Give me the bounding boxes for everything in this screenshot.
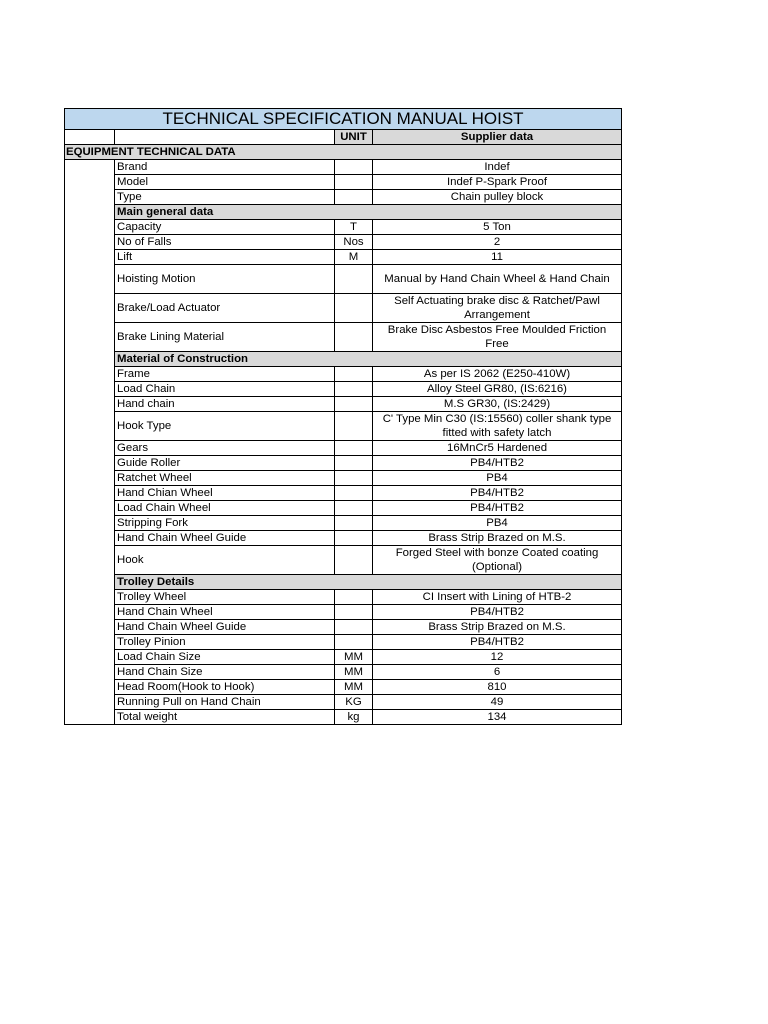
- row-label: Load Chain Size: [115, 650, 335, 665]
- indent-cell: [65, 265, 115, 294]
- row-unit: [335, 175, 373, 190]
- row-label: Hand Chain Size: [115, 665, 335, 680]
- indent-cell: [65, 695, 115, 710]
- indent-cell: [65, 575, 115, 590]
- row-unit: kg: [335, 710, 373, 725]
- row-label: Brake/Load Actuator: [115, 294, 335, 323]
- title-row: [65, 109, 622, 130]
- indent-cell: [65, 590, 115, 605]
- row-unit: [335, 441, 373, 456]
- section-row: [65, 205, 622, 220]
- indent-cell: [65, 441, 115, 456]
- row-label: Hook Type: [115, 412, 335, 441]
- row-label: Hand Chain Wheel Guide: [115, 620, 335, 635]
- indent-cell: [65, 294, 115, 323]
- indent-cell: [65, 516, 115, 531]
- row-supplier-value: C' Type Min C30 (IS:15560) coller shank type fitted with safety latch: [373, 412, 622, 441]
- row-supplier-value: 810: [373, 680, 622, 695]
- indent-cell: [65, 635, 115, 650]
- row-supplier-value: Chain pulley block: [373, 190, 622, 205]
- table-row: [65, 531, 622, 546]
- indent-cell: [65, 486, 115, 501]
- row-label: No of Falls: [115, 235, 335, 250]
- row-unit: [335, 294, 373, 323]
- row-label: Frame: [115, 367, 335, 382]
- indent-cell: [65, 235, 115, 250]
- row-label: Capacity: [115, 220, 335, 235]
- row-supplier-value: M.S GR30, (IS:2429): [373, 397, 622, 412]
- table-row: [65, 323, 622, 352]
- row-label: Model: [115, 175, 335, 190]
- row-supplier-value: Self Actuating brake disc & Ratchet/Pawl Arrangement: [373, 294, 622, 323]
- row-label: Load Chain Wheel: [115, 501, 335, 516]
- row-supplier-value: PB4/HTB2: [373, 605, 622, 620]
- indent-cell: [65, 220, 115, 235]
- indent-cell: [65, 546, 115, 575]
- row-unit: MM: [335, 680, 373, 695]
- row-supplier-value: 12: [373, 650, 622, 665]
- spec-table: [64, 108, 622, 725]
- indent-cell: [65, 501, 115, 516]
- indent-cell: [65, 175, 115, 190]
- table-row: [65, 160, 622, 175]
- main-section-title: EQUIPMENT TECHNICAL DATA: [65, 145, 622, 160]
- row-unit: [335, 382, 373, 397]
- main-section-row: [65, 145, 622, 160]
- row-unit: [335, 397, 373, 412]
- table-row: [65, 397, 622, 412]
- section-row: [65, 575, 622, 590]
- row-unit: KG: [335, 695, 373, 710]
- row-label: Head Room(Hook to Hook): [115, 680, 335, 695]
- table-row: [65, 235, 622, 250]
- row-label: Trolley Wheel: [115, 590, 335, 605]
- indent-cell: [65, 250, 115, 265]
- indent-cell: [65, 605, 115, 620]
- row-unit: [335, 456, 373, 471]
- table-row: [65, 516, 622, 531]
- row-label: Hand Chain Wheel Guide: [115, 531, 335, 546]
- row-unit: [335, 367, 373, 382]
- table-row: [65, 294, 622, 323]
- table-row: [65, 680, 622, 695]
- indent-cell: [65, 352, 115, 367]
- row-label: Guide Roller: [115, 456, 335, 471]
- indent-cell: [65, 650, 115, 665]
- row-label: Total weight: [115, 710, 335, 725]
- indent-cell: [65, 190, 115, 205]
- row-unit: [335, 501, 373, 516]
- indent-cell: [65, 531, 115, 546]
- table-row: [65, 546, 622, 575]
- table-row: [65, 367, 622, 382]
- table-row: [65, 190, 622, 205]
- row-label: Trolley Pinion: [115, 635, 335, 650]
- row-supplier-value: 49: [373, 695, 622, 710]
- table-row: [65, 471, 622, 486]
- indent-cell: [65, 412, 115, 441]
- indent-cell: [65, 710, 115, 725]
- row-supplier-value: PB4: [373, 516, 622, 531]
- row-supplier-value: PB4: [373, 471, 622, 486]
- row-supplier-value: 2: [373, 235, 622, 250]
- table-row: [65, 650, 622, 665]
- row-supplier-value: 11: [373, 250, 622, 265]
- row-label: Hoisting Motion: [115, 265, 335, 294]
- table-row: [65, 695, 622, 710]
- row-supplier-value: 6: [373, 665, 622, 680]
- row-unit: [335, 486, 373, 501]
- row-unit: [335, 620, 373, 635]
- row-unit: [335, 265, 373, 294]
- table-row: [65, 486, 622, 501]
- table-row: [65, 620, 622, 635]
- row-unit: [335, 635, 373, 650]
- row-supplier-value: Brass Strip Brazed on M.S.: [373, 531, 622, 546]
- section-title: Material of Construction: [115, 352, 622, 367]
- header-unit: UNIT: [335, 130, 373, 145]
- indent-cell: [65, 205, 115, 220]
- row-label: Hand chain: [115, 397, 335, 412]
- row-unit: [335, 605, 373, 620]
- row-unit: [335, 531, 373, 546]
- row-supplier-value: 16MnCr5 Hardened: [373, 441, 622, 456]
- row-label: Ratchet Wheel: [115, 471, 335, 486]
- table-row: [65, 710, 622, 725]
- row-supplier-value: Indef: [373, 160, 622, 175]
- indent-cell: [65, 323, 115, 352]
- table-row: [65, 220, 622, 235]
- row-supplier-value: Forged Steel with bonze Coated coating (Optional): [373, 546, 622, 575]
- row-supplier-value: PB4/HTB2: [373, 456, 622, 471]
- row-supplier-value: 134: [373, 710, 622, 725]
- row-supplier-value: Brass Strip Brazed on M.S.: [373, 620, 622, 635]
- table-row: [65, 665, 622, 680]
- row-supplier-value: Indef P-Spark Proof: [373, 175, 622, 190]
- indent-cell: [65, 160, 115, 175]
- table-row: [65, 412, 622, 441]
- page-title: TECHNICAL SPECIFICATION MANUAL HOIST: [65, 109, 622, 130]
- header-blank-cell: [65, 130, 115, 145]
- indent-cell: [65, 680, 115, 695]
- header-label-cell: [115, 130, 335, 145]
- row-label: Brake Lining Material: [115, 323, 335, 352]
- indent-cell: [65, 665, 115, 680]
- table-row: [65, 456, 622, 471]
- row-supplier-value: Manual by Hand Chain Wheel & Hand Chain: [373, 265, 622, 294]
- row-label: Load Chain: [115, 382, 335, 397]
- row-supplier-value: Brake Disc Asbestos Free Moulded Friction Free: [373, 323, 622, 352]
- row-label: Gears: [115, 441, 335, 456]
- row-unit: [335, 323, 373, 352]
- row-supplier-value: PB4/HTB2: [373, 486, 622, 501]
- row-unit: [335, 516, 373, 531]
- indent-cell: [65, 367, 115, 382]
- table-row: [65, 501, 622, 516]
- row-label: Stripping Fork: [115, 516, 335, 531]
- table-row: [65, 441, 622, 456]
- table-row: [65, 250, 622, 265]
- table-row: [65, 265, 622, 294]
- row-label: Hand Chain Wheel: [115, 605, 335, 620]
- row-label: Brand: [115, 160, 335, 175]
- row-label: Hook: [115, 546, 335, 575]
- indent-cell: [65, 620, 115, 635]
- row-unit: [335, 190, 373, 205]
- row-label: Running Pull on Hand Chain: [115, 695, 335, 710]
- table-row: [65, 590, 622, 605]
- row-supplier-value: PB4/HTB2: [373, 635, 622, 650]
- row-unit: M: [335, 250, 373, 265]
- row-supplier-value: 5 Ton: [373, 220, 622, 235]
- row-label: Lift: [115, 250, 335, 265]
- row-unit: MM: [335, 650, 373, 665]
- table-row: [65, 605, 622, 620]
- section-row: [65, 352, 622, 367]
- table-row: [65, 175, 622, 190]
- table-row: [65, 382, 622, 397]
- row-supplier-value: PB4/HTB2: [373, 501, 622, 516]
- row-unit: [335, 412, 373, 441]
- row-unit: [335, 160, 373, 175]
- header-supplier-data: Supplier data: [373, 130, 622, 145]
- section-title: Trolley Details: [115, 575, 622, 590]
- indent-cell: [65, 397, 115, 412]
- row-label: Type: [115, 190, 335, 205]
- row-unit: [335, 590, 373, 605]
- row-supplier-value: CI Insert with Lining of HTB-2: [373, 590, 622, 605]
- indent-cell: [65, 382, 115, 397]
- row-supplier-value: As per IS 2062 (E250-410W): [373, 367, 622, 382]
- row-unit: [335, 546, 373, 575]
- section-title: Main general data: [115, 205, 622, 220]
- indent-cell: [65, 456, 115, 471]
- spec-table-body: [65, 109, 622, 725]
- row-unit: T: [335, 220, 373, 235]
- table-row: [65, 635, 622, 650]
- row-unit: MM: [335, 665, 373, 680]
- header-row: [65, 130, 622, 145]
- row-supplier-value: Alloy Steel GR80, (IS:6216): [373, 382, 622, 397]
- row-label: Hand Chian Wheel: [115, 486, 335, 501]
- indent-cell: [65, 471, 115, 486]
- row-unit: [335, 471, 373, 486]
- row-unit: Nos: [335, 235, 373, 250]
